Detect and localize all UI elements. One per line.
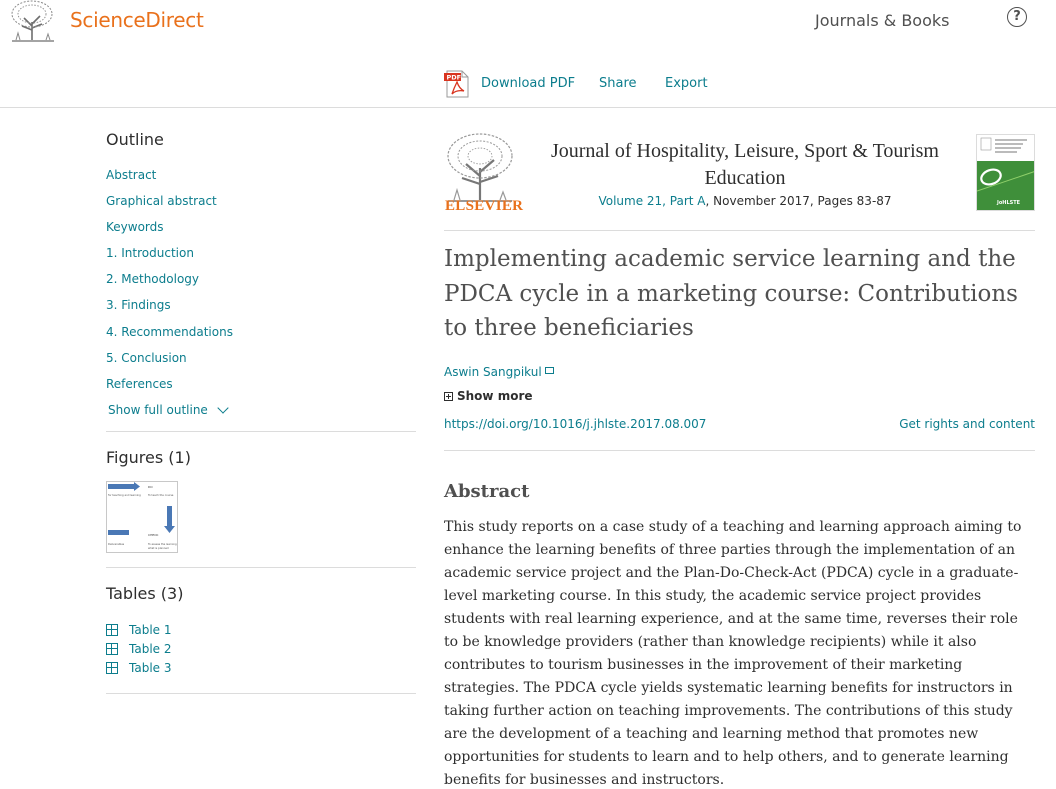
article-toolbar (0, 62, 1056, 108)
doi-link[interactable]: https://doi.org/10.1016/j.jhlste.2017.08.007 (444, 417, 707, 431)
show-more-label: Show more (457, 389, 533, 403)
export-link[interactable]: Export (665, 76, 708, 91)
outline-item-abstract[interactable]: Abstract (106, 168, 157, 182)
volume-details: , November 2017, Pages 83-87 (705, 194, 892, 208)
article-title: Implementing academic service learning and the PDCA cycle in a marketing course: Contributions to three beneficiaries (444, 246, 1018, 341)
show-more-button[interactable] (444, 389, 533, 403)
svg-text:PDF: PDF (446, 73, 462, 82)
outline-sidebar (106, 130, 416, 694)
sidebar-divider (106, 693, 416, 694)
volume-link[interactable]: Volume 21, Part A (598, 194, 706, 208)
download-pdf-link[interactable]: Download PDF (481, 76, 576, 91)
svg-text:what is planned: what is planned (148, 546, 169, 550)
author-name: Aswin Sangpikul (444, 365, 542, 379)
table-link-2[interactable] (106, 640, 416, 659)
abstract-heading: Abstract (444, 481, 530, 502)
sidebar-divider (106, 567, 416, 568)
volume-info (529, 194, 961, 208)
table-label: Table 3 (129, 661, 172, 676)
elsevier-wordmark: ELSEVIER (445, 198, 524, 214)
journals-books-link[interactable]: Journals & Books (815, 11, 950, 30)
outline-item-graphical-abstract[interactable]: Graphical abstract (106, 194, 217, 209)
journal-cover-thumbnail[interactable] (976, 134, 1035, 211)
figure-thumbnail[interactable] (106, 481, 178, 553)
show-full-outline-label: Show full outline (108, 402, 208, 417)
elsevier-tree-icon[interactable] (444, 132, 516, 202)
outline-list (106, 168, 416, 403)
table-icon (106, 662, 118, 674)
svg-text:To assess the learning: To assess the learning (148, 542, 177, 546)
outline-item-conclusion[interactable]: 5. Conclusion (106, 350, 187, 365)
article-divider (444, 450, 1035, 451)
svg-text:for teaching and learning: for teaching and learning (108, 493, 141, 497)
outline-item-recommendations[interactable]: 4. Recommendations (106, 324, 233, 339)
outline-item-methodology[interactable]: 2. Methodology (106, 272, 200, 287)
pdf-icon[interactable] (444, 70, 470, 98)
tables-list (106, 621, 416, 678)
outline-item-references[interactable]: References (106, 376, 173, 391)
top-header (0, 0, 1056, 44)
article-divider (444, 230, 1035, 231)
outline-item-keywords[interactable]: Keywords (106, 220, 164, 235)
table-icon (106, 643, 118, 655)
outline-heading: Outline (106, 130, 164, 149)
svg-text:CHECK: CHECK (148, 532, 159, 537)
sidebar-divider (106, 431, 416, 432)
figures-heading: Figures (1) (106, 447, 191, 467)
table-label: Table 1 (129, 623, 172, 638)
table-link-1[interactable] (106, 621, 416, 640)
outline-item-introduction[interactable]: 1. Introduction (106, 246, 194, 261)
share-link[interactable]: Share (599, 76, 637, 91)
journal-title[interactable]: Journal of Hospitality, Leisure, Sport & Tourism Education (550, 140, 939, 189)
outline-item-findings[interactable]: 3. Findings (106, 298, 171, 313)
chevron-down-icon (217, 402, 228, 413)
plus-icon (444, 392, 453, 401)
table-link-3[interactable] (106, 659, 416, 678)
table-icon (106, 624, 118, 636)
figure-diagram-preview (107, 482, 177, 552)
abstract-text: This study reports on a case study of a teaching and learning approach aiming to enhance the learning benefits of three parties through the implementation of an academic service project and the Plan-Do-Check-Act (PDCA) cycle in a graduate-level marketing course. In this study, the academic service project provides students with real learning experience, and at the same time, reverses their role to be knowledge providers (rather than knowledge recipients) while it also contributes to tourism businesses in the improvement of their marketing strategies. The PDCA cycle yields systematic learning benefits for instructors in taking further action on teaching improvements. The contributions of this study are the development of a teaching and learning method that promotes new opportunities for students to learn and to help others, and to generate learning benefits for businesses and instructors. (444, 519, 1022, 788)
tables-heading: Tables (3) (106, 583, 184, 603)
table-label: Table 2 (129, 642, 172, 657)
cover-label: JoHLSTE (997, 200, 1021, 206)
help-icon[interactable]: ? (1007, 7, 1027, 27)
rights-link[interactable]: Get rights and content (899, 417, 1035, 431)
svg-text:DO: DO (148, 484, 153, 489)
svg-text:Deliverables: Deliverables (108, 542, 125, 546)
svg-text:To teach the course: To teach the course (148, 493, 174, 497)
elsevier-tree-logo[interactable] (8, 0, 58, 42)
show-full-outline-button[interactable] (108, 403, 416, 417)
email-icon[interactable] (545, 367, 554, 374)
brand-name[interactable]: ScienceDirect (70, 8, 204, 32)
author-link[interactable] (444, 365, 554, 379)
